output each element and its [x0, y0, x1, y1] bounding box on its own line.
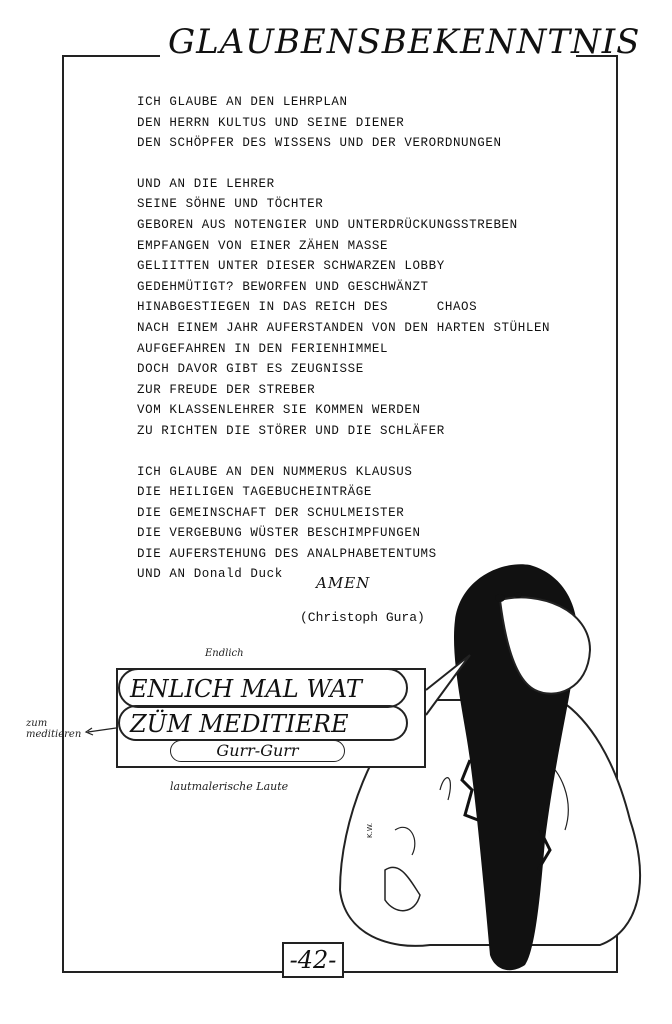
poem-line: UND AN DIE LEHRER [137, 176, 275, 191]
page-number: -42- [282, 942, 344, 978]
annotation-zum-meditieren: zum meditieren [26, 718, 82, 740]
page-title: GLAUBENSBEKENNTNIS [160, 22, 576, 62]
amen-signature: AMEN [316, 574, 371, 592]
poem-line: DIE VERGEBUNG WÜSTER BESCHIMPFUNGEN [137, 526, 421, 541]
speech-line-3: Gurr-Gurr [170, 740, 345, 762]
annotation-endlich: Endlich [205, 648, 244, 659]
poem-line: GEBOREN AUS NOTENGIER UND UNTERDRÜCKUNGSSTREBEN [137, 217, 518, 232]
poem-line: UND AN Donald Duck [137, 567, 283, 582]
poem-line: ICH GLAUBE AN DEN NUMMERUS KLAUSUS [137, 464, 413, 479]
poem-line: VOM KLASSENLEHRER SIE KOMMEN WERDEN [137, 403, 421, 418]
poem-line: HINABGESTIEGEN IN DAS REICH DES CHAOS [137, 300, 478, 315]
svg-text:K.W.: K.W. [366, 822, 374, 838]
poem-line: DIE AUFERSTEHUNG DES ANALPHABETENTUMS [137, 546, 437, 561]
annotation-laute: lautmalerische Laute [170, 780, 289, 793]
poem-line: DIE HEILIGEN TAGEBUCHEINTRÄGE [137, 485, 372, 500]
poem-line: ZU RICHTEN DIE STÖRER UND DIE SCHLÄFER [137, 423, 445, 438]
author-credit: (Christoph Gura) [300, 610, 425, 625]
poem-line: EMPFANGEN VON EINER ZÄHEN MASSE [137, 238, 389, 253]
poem-line: DOCH DAVOR GIBT ES ZEUGNISSE [137, 362, 364, 377]
poem-line: SEINE SÖHNE UND TÖCHTER [137, 197, 324, 212]
poem-line: ICH GLAUBE AN DEN LEHRPLAN [137, 95, 348, 109]
poem-line: NACH EINEM JAHR AUFERSTANDEN VON DEN HARTEN STÜHLEN [137, 320, 551, 335]
poem-line: DEN SCHÖPFER DES WISSENS UND DER VERORDNUNGEN [137, 136, 502, 151]
speech-line-2: ZÜM MEDITIERE [118, 705, 408, 741]
speech-line-1: ENLICH MAL WAT [118, 668, 408, 708]
poem-line: GEDEHMÜTIGT? BEWORFEN UND GESCHWÄNZT [137, 279, 429, 294]
poem-line: DIE GEMEINSCHAFT DER SCHULMEISTER [137, 505, 405, 520]
poem-line: AUFGEFAHREN IN DEN FERIENHIMMEL [137, 341, 389, 356]
poem-line: GELIITTEN UNTER DIESER SCHWARZEN LOBBY [137, 259, 445, 274]
poem-line: DEN HERRN KULTUS UND SEINE DIENER [137, 115, 405, 130]
poem-line: ZUR FREUDE DER STREBER [137, 382, 316, 397]
